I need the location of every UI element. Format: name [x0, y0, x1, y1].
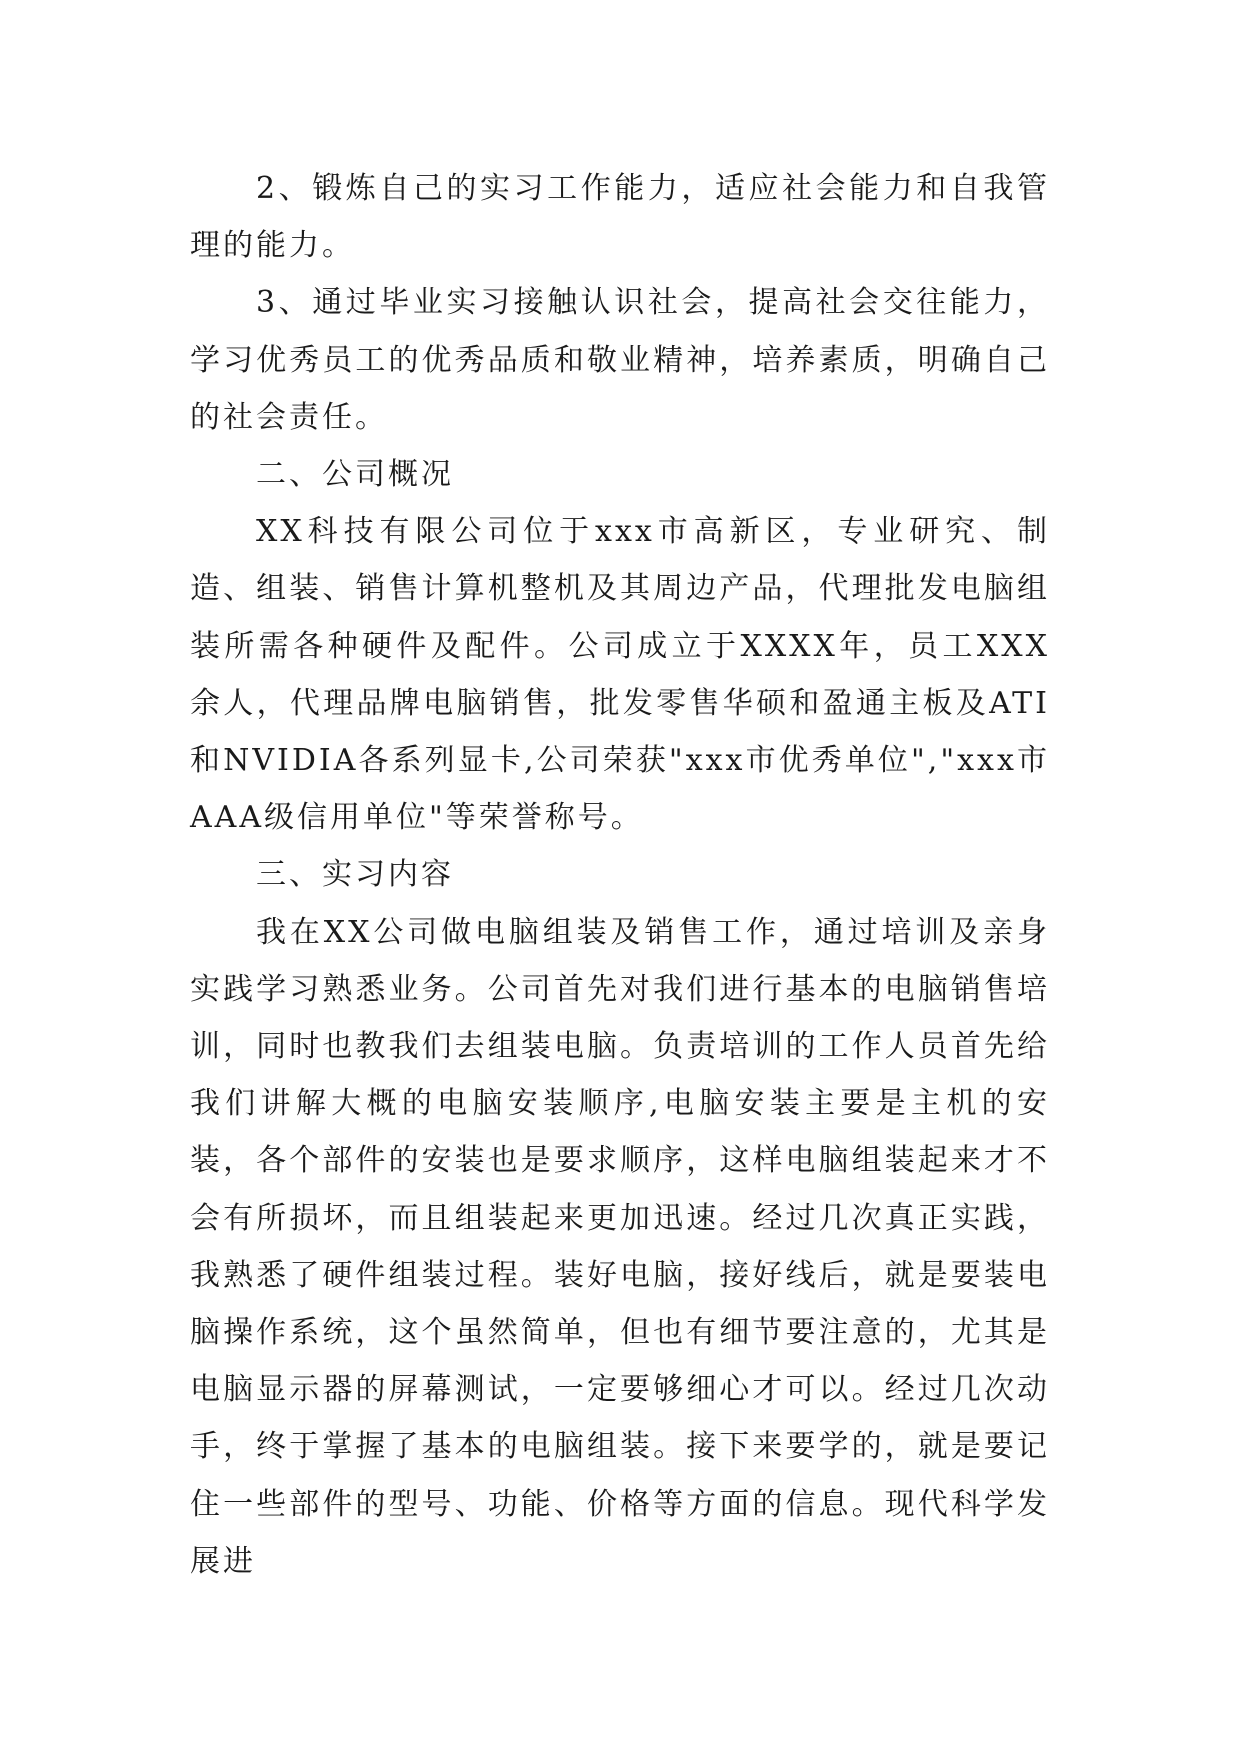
paragraph-company-overview: XX科技有限公司位于xxx市高新区，专业研究、制造、组装、销售计算机整机及其周边产品，代理批发电脑组装所需各种硬件及配件。公司成立于XXXX年，员工XXX余人，代理品牌电脑销售，批发零售华硕和盈通主板及ATI和NVIDIA各系列显卡,公司荣获"xxx市优秀单位","xxx市AAA级信用单位"等荣誉称号。: [190, 514, 1050, 836]
section-heading-internship-content: 三、实习内容: [256, 857, 454, 893]
section-heading-company-overview: 二、公司概况: [256, 457, 454, 493]
paragraph-internship-content: 我在XX公司做电脑组装及销售工作，通过培训及亲身实践学习熟悉业务。公司首先对我们进行基本的电脑销售培训，同时也教我们去组装电脑。负责培训的工作人员首先给我们讲解大概的电脑安装顺序,电脑安装主要是主机的安装，各个部件的安装也是要求顺序，这样电脑组装起来才不会有所损坏，而且组装起来更加迅速。经过几次真正实践，我熟悉了硬件组装过程。装好电脑，接好线后，就是要装电脑操作系统，这个虽然简单，但也有细节要注意的，尤其是电脑显示器的屏幕测试，一定要够细心才可以。经过几次动手，终于掌握了基本的电脑组装。接下来要学的，就是要记住一些部件的型号、功能、价格等方面的信息。现代科学发展进: [190, 914, 1050, 1579]
paragraph-objective-3: 3、通过毕业实习接触认识社会，提高社会交往能力，学习优秀员工的优秀品质和敬业精神，培养素质，明确自己的社会责任。: [190, 285, 1050, 435]
paragraph-objective-2: 2、锻炼自己的实习工作能力，适应社会能力和自我管理的能力。: [190, 171, 1050, 264]
document-body: [190, 160, 1050, 1590]
